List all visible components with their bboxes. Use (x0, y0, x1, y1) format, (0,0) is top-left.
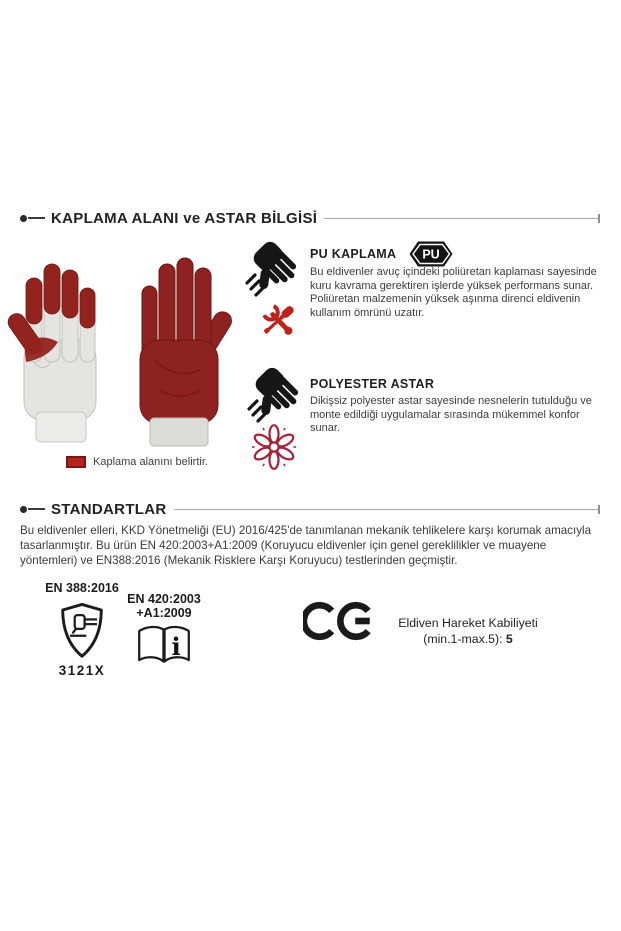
pu-title-row (310, 240, 454, 268)
en420-label-line1: EN 420:2003 (127, 592, 201, 606)
header-rule (324, 218, 598, 219)
header-rule-tick (598, 214, 600, 223)
standards-section-title: STANDARTLAR (51, 500, 167, 518)
glove-silhouette-icon (245, 366, 309, 424)
pu-title: PU KAPLAMA (310, 247, 397, 261)
pu-body-text: Bu eldivenler avuç içindeki poliüretan kaplaması sayesinde kuru kavrama gerektiren işlerde yüksek performans sunar. Poliüretan malzemenin yüksek aşınma direnci eldivenin kullanım ömrünü uzatır. (310, 266, 597, 319)
header-rule-tick (598, 505, 600, 514)
gloves-photo (6, 252, 248, 452)
coating-section-title: KAPLAMA ALANI ve ASTAR BİLGİSİ (51, 209, 318, 227)
standards-section-header (20, 500, 600, 518)
ce-mark-icon (303, 596, 371, 646)
header-dash (28, 217, 45, 219)
glove-silhouette-icon (243, 240, 307, 298)
mobility-title: Eldiven Hareket Kabiliyeti (398, 616, 538, 630)
header-bullet-icon (20, 215, 27, 222)
en420-block (116, 592, 212, 669)
pu-coating-pictogram (243, 240, 307, 340)
fiber-symbol-icon (251, 424, 297, 470)
en388-label: EN 388:2016 (45, 581, 119, 595)
crossed-tools-icon (251, 300, 305, 340)
en420-label-line2: +A1:2009 (136, 606, 192, 620)
polyester-title: POLYESTER ASTAR (310, 377, 435, 391)
svg-text:i: i (171, 631, 181, 661)
mobility-rating (385, 631, 551, 647)
polyester-pictogram (245, 366, 309, 470)
standards-body-text: Bu eldivenler elleri, KKD Yönetmeliği (EU) 2016/425'de tanımlanan mekanik tehlikelere karşı korumak amacıyla tasarlanmıştır. Bu ürün EN 420:2003+A1:2009 (Koruyucu eldivenler için genel gereklilikler ve muayene yöntemleri) ve EN388:2016 (Mekanik Risklere Karşı Koruyucu) testlerinden geçmiştir. (20, 524, 592, 567)
coating-section-header (20, 209, 600, 227)
mobility-block (385, 615, 551, 647)
header-bullet-icon (20, 506, 27, 513)
coating-legend (66, 456, 208, 468)
en388-rating: 3121X (58, 663, 106, 678)
header-rule (174, 509, 598, 510)
coating-color-swatch (66, 456, 86, 468)
gloves-illustration-icon (6, 252, 248, 452)
pu-badge-label: PU (422, 247, 441, 262)
pu-badge-icon (408, 240, 454, 268)
mechanical-risk-shield-icon (58, 601, 106, 661)
mobility-value: 5 (505, 632, 513, 646)
mobility-range: (min.1-max.5): (423, 632, 506, 646)
polyester-body-text: Dikişsiz polyester astar sayesinde nesnelerin tutulduğu ve monte edildiği uygulamalar sırasında mükemmel konfor sunar. (310, 395, 592, 434)
coating-legend-label: Kaplama alanını belirtir. (93, 456, 208, 468)
instructions-book-icon (135, 624, 193, 669)
header-dash (28, 508, 45, 510)
